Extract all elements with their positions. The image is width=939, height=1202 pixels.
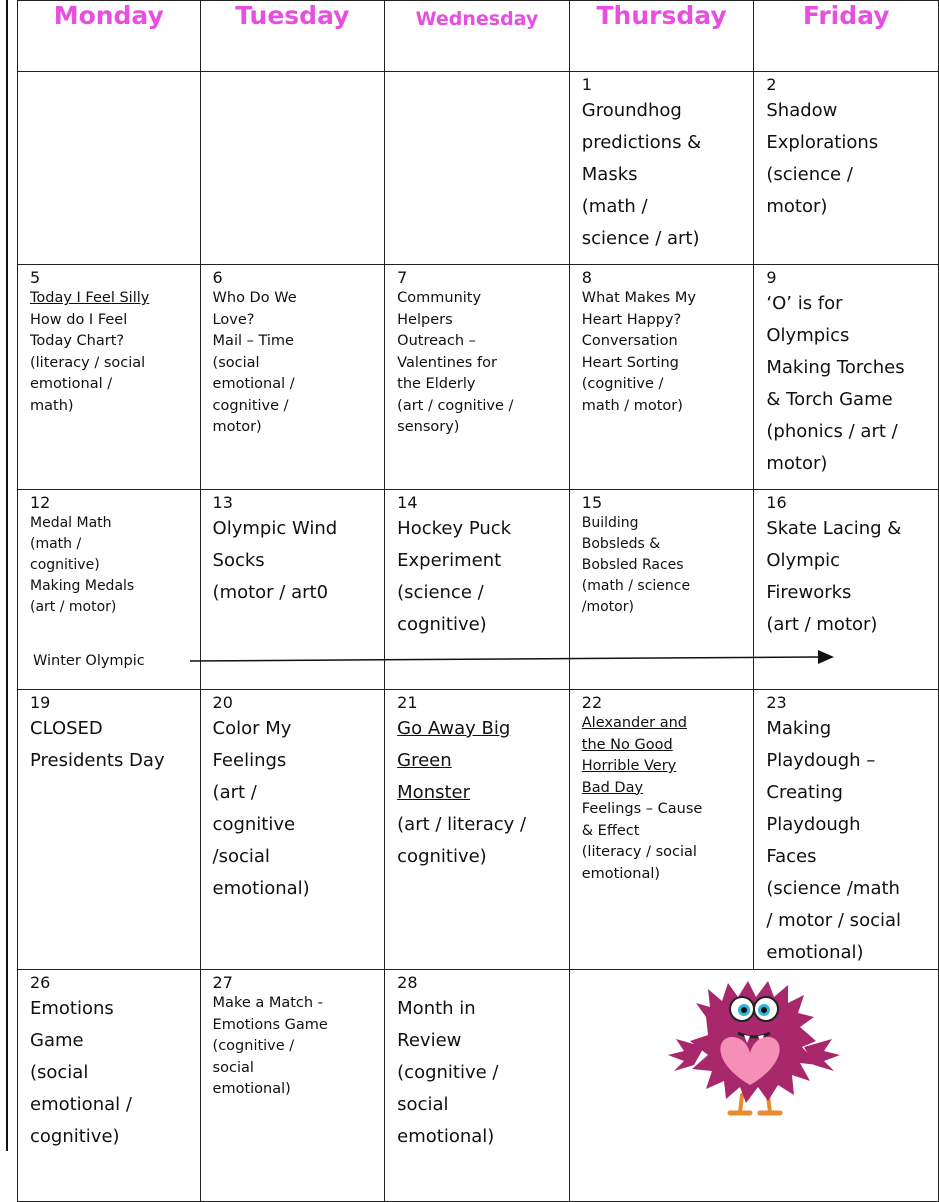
activity-line: Creating <box>766 782 843 803</box>
day-cell-content <box>754 690 938 969</box>
activity-line: Green <box>397 750 452 771</box>
day-cell-friday <box>754 490 939 690</box>
day-cell-wednesday <box>385 970 570 1202</box>
date-number: 23 <box>766 693 787 712</box>
activity-line: Today Chart? <box>30 333 125 349</box>
date-number: 22 <box>581 693 603 712</box>
activity-line: emotional / <box>212 376 295 392</box>
activity-line: emotional) <box>212 1081 291 1097</box>
activity-line: cognitive) <box>30 557 100 573</box>
activity-line: Love? <box>212 311 255 328</box>
date-number: 7 <box>397 268 408 287</box>
activity-line: emotional) <box>766 942 864 963</box>
activity-line: emotional / <box>30 376 113 392</box>
left-border-line <box>6 0 8 1151</box>
activity-line: Valentines for <box>397 354 497 371</box>
activity-line: (math / <box>30 536 82 552</box>
day-cell-content <box>570 490 754 618</box>
activity-line: cognitive) <box>397 846 487 867</box>
day-cell-content <box>201 490 385 609</box>
activity-line: cognitive) <box>397 614 487 635</box>
activity-line: (art / literacy / <box>397 814 527 835</box>
activity-line: (art / cognitive / <box>397 397 514 414</box>
day-cell-content <box>18 490 200 618</box>
day-cell-content <box>201 690 385 905</box>
day-cell-monday <box>18 690 201 970</box>
date-number: 26 <box>30 973 51 992</box>
day-cell-content <box>201 265 385 439</box>
activity-line: Alexander and <box>581 715 688 731</box>
day-header-tuesday: Tuesday <box>200 1 385 72</box>
activity-line: Heart Happy? <box>581 311 682 328</box>
activity-line: Building <box>581 515 639 531</box>
activity-line: Horrible Very <box>581 758 677 774</box>
monster-cell <box>569 970 938 1202</box>
activity-line: Color My <box>212 718 292 739</box>
activity-line: emotional) <box>212 878 310 899</box>
day-cell-wednesday <box>385 265 570 490</box>
date-number: 19 <box>30 693 51 712</box>
activity-line: Olympics <box>766 325 850 346</box>
activity-line: CLOSED <box>30 718 103 739</box>
activity-line: Helpers <box>397 311 453 328</box>
day-cell-content <box>385 265 569 439</box>
activity-line: cognitive) <box>30 1126 120 1147</box>
activity-line: Bobsled Races <box>581 557 684 573</box>
date-number: 27 <box>212 973 233 992</box>
activity-line: Today I Feel Silly <box>30 290 150 306</box>
activity-line: motor) <box>766 453 828 474</box>
activity-line: the Elderly <box>397 376 476 392</box>
activity-line: Fireworks <box>766 582 852 603</box>
activity-line: How do I Feel <box>30 311 128 328</box>
activity-line: Outreach – <box>397 333 476 349</box>
activity-line: science / art) <box>581 228 700 249</box>
day-cell-content <box>201 970 385 1101</box>
activity-line: / motor / social <box>766 910 902 931</box>
date-number: 8 <box>581 268 592 287</box>
date-number: 6 <box>212 268 223 287</box>
day-cell-wednesday <box>385 72 570 265</box>
day-header-friday: Friday <box>754 1 939 72</box>
calendar-grid <box>17 0 939 1202</box>
week-row <box>18 490 939 690</box>
date-number: 9 <box>766 268 777 287</box>
day-cell-thursday <box>569 72 754 265</box>
activity-line: (social <box>30 1062 89 1083</box>
activity-line: /motor) <box>581 599 634 615</box>
day-cell-tuesday <box>200 690 385 970</box>
activity-line: social <box>212 1059 254 1076</box>
day-cell-monday <box>18 265 201 490</box>
activity-line: emotional) <box>397 1126 495 1147</box>
week-row <box>18 690 939 970</box>
activity-line: Month in <box>397 998 476 1019</box>
activity-line: Mail – Time <box>212 333 294 349</box>
activity-line: Making Torches <box>766 357 905 378</box>
date-number: 2 <box>766 75 777 94</box>
date-number: 5 <box>30 268 41 287</box>
activity-line: Shadow <box>766 100 838 121</box>
day-cell-thursday <box>569 265 754 490</box>
activity-line: predictions & <box>581 132 702 153</box>
activity-line: Make a Match - <box>212 995 323 1011</box>
activity-line: Making <box>766 718 832 739</box>
activity-line: Feelings <box>212 750 287 771</box>
day-cell-thursday <box>569 490 754 690</box>
header-row <box>18 1 939 72</box>
activity-line: (cognitive / <box>397 1062 499 1083</box>
activity-line: (social <box>212 354 260 371</box>
activity-line: Medal Math <box>30 515 112 531</box>
activity-line: /social <box>212 846 270 867</box>
day-cell-tuesday <box>200 72 385 265</box>
activity-line: Presidents Day <box>30 750 165 771</box>
activity-line: (motor / art0 <box>212 582 329 603</box>
activity-line: social <box>397 1094 449 1115</box>
day-header-monday: Monday <box>18 1 201 72</box>
activity-line: Playdough <box>766 814 861 835</box>
activity-line: Faces <box>766 846 817 867</box>
date-number: 15 <box>581 493 603 512</box>
day-header-thursday: Thursday <box>569 1 754 72</box>
activity-line: the No Good <box>581 736 673 753</box>
day-cell-thursday <box>569 690 754 970</box>
activity-line: Game <box>30 1030 84 1051</box>
activity-line: (math / science <box>581 578 691 594</box>
activity-line: (phonics / art / <box>766 421 898 442</box>
activity-line: motor) <box>766 196 828 217</box>
activity-line: (science / <box>397 582 484 603</box>
activity-line: Making Medals <box>30 578 135 594</box>
date-number: 12 <box>30 493 51 512</box>
activity-line: Groundhog <box>581 100 682 121</box>
activity-line: (art / motor) <box>30 599 117 615</box>
activity-line: Emotions <box>30 998 114 1019</box>
activity-line: Masks <box>581 164 638 185</box>
activity-line: (science /math <box>766 878 900 899</box>
day-cell-content <box>754 490 938 641</box>
day-cell-content <box>18 690 200 777</box>
day-cell-monday <box>18 970 201 1202</box>
day-cell-tuesday <box>200 970 385 1202</box>
activity-line: Olympic Wind <box>212 518 338 539</box>
activity-line: Bad Day <box>581 779 644 796</box>
activity-line: Hockey Puck <box>397 518 512 539</box>
activity-line: Socks <box>212 550 265 571</box>
activity-line: What Makes My <box>581 290 696 306</box>
banner-label: Winter Olympic <box>33 653 145 669</box>
day-cell-friday <box>754 690 939 970</box>
activity-line: Heart Sorting <box>581 354 679 371</box>
activity-line: Olympic <box>766 550 841 571</box>
day-cell-content <box>754 72 938 223</box>
activity-line: Emotions Game <box>212 1016 328 1033</box>
activity-line: Feelings – Cause <box>581 801 703 817</box>
date-number: 1 <box>581 75 592 94</box>
date-number: 20 <box>212 693 233 712</box>
activity-line: math / motor) <box>581 397 683 414</box>
week-row <box>18 72 939 265</box>
activity-line: emotional / <box>30 1094 132 1115</box>
activity-line: Community <box>397 290 482 306</box>
activity-line: Who Do We <box>212 290 297 306</box>
activity-line: ‘O’ is for <box>766 293 843 314</box>
activity-line: Bobsleds & <box>581 536 661 552</box>
activity-line: Monster <box>397 782 471 803</box>
date-number: 21 <box>397 693 418 712</box>
activity-line: (art / <box>212 782 257 803</box>
day-cell-content <box>570 265 754 417</box>
day-cell-tuesday <box>200 265 385 490</box>
day-cell-content <box>570 690 754 885</box>
day-cell-content <box>754 265 938 480</box>
monster-illustration <box>574 972 934 1122</box>
activity-line: Go Away Big <box>397 718 511 739</box>
day-cell-content <box>18 265 200 417</box>
activity-line: & Effect <box>581 822 640 839</box>
activity-line: (literacy / social <box>30 354 146 371</box>
activity-line: (math / <box>581 196 648 217</box>
activity-line: Playdough – <box>766 750 876 771</box>
day-cell-content <box>385 690 569 873</box>
activity-line: Experiment <box>397 550 502 571</box>
day-cell-monday <box>18 72 201 265</box>
day-cell-monday <box>18 490 201 690</box>
activity-line: sensory) <box>397 419 460 435</box>
day-cell-content <box>385 970 569 1153</box>
activity-line: cognitive / <box>212 397 289 414</box>
activity-line: Explorations <box>766 132 879 153</box>
day-cell-content <box>570 72 754 255</box>
day-cell-wednesday <box>385 490 570 690</box>
date-number: 14 <box>397 493 418 512</box>
activity-line: Conversation <box>581 333 678 349</box>
activity-line: emotional) <box>581 865 661 882</box>
day-header-wednesday: Wednesday <box>385 1 570 72</box>
week-row <box>18 265 939 490</box>
activity-line: (art / motor) <box>766 614 878 635</box>
day-cell-friday <box>754 72 939 265</box>
day-cell-content <box>18 970 200 1153</box>
activity-line: & Torch Game <box>766 389 893 410</box>
week-row <box>18 970 939 1202</box>
day-cell-wednesday <box>385 690 570 970</box>
activity-line: (literacy / social <box>581 844 697 860</box>
activity-line: (cognitive / <box>212 1038 295 1054</box>
activity-line: cognitive <box>212 814 296 835</box>
activity-line: math) <box>30 397 74 414</box>
activity-line: (cognitive / <box>581 376 664 392</box>
date-number: 13 <box>212 493 233 512</box>
date-number: 28 <box>397 973 418 992</box>
activity-line: (science / <box>766 164 853 185</box>
day-cell-friday <box>754 265 939 490</box>
date-number: 16 <box>766 493 787 512</box>
day-cell-content <box>385 490 569 641</box>
day-cell-tuesday <box>200 490 385 690</box>
activity-line: Review <box>397 1030 462 1051</box>
activity-line: Skate Lacing & <box>766 518 902 539</box>
activity-line: motor) <box>212 419 262 435</box>
